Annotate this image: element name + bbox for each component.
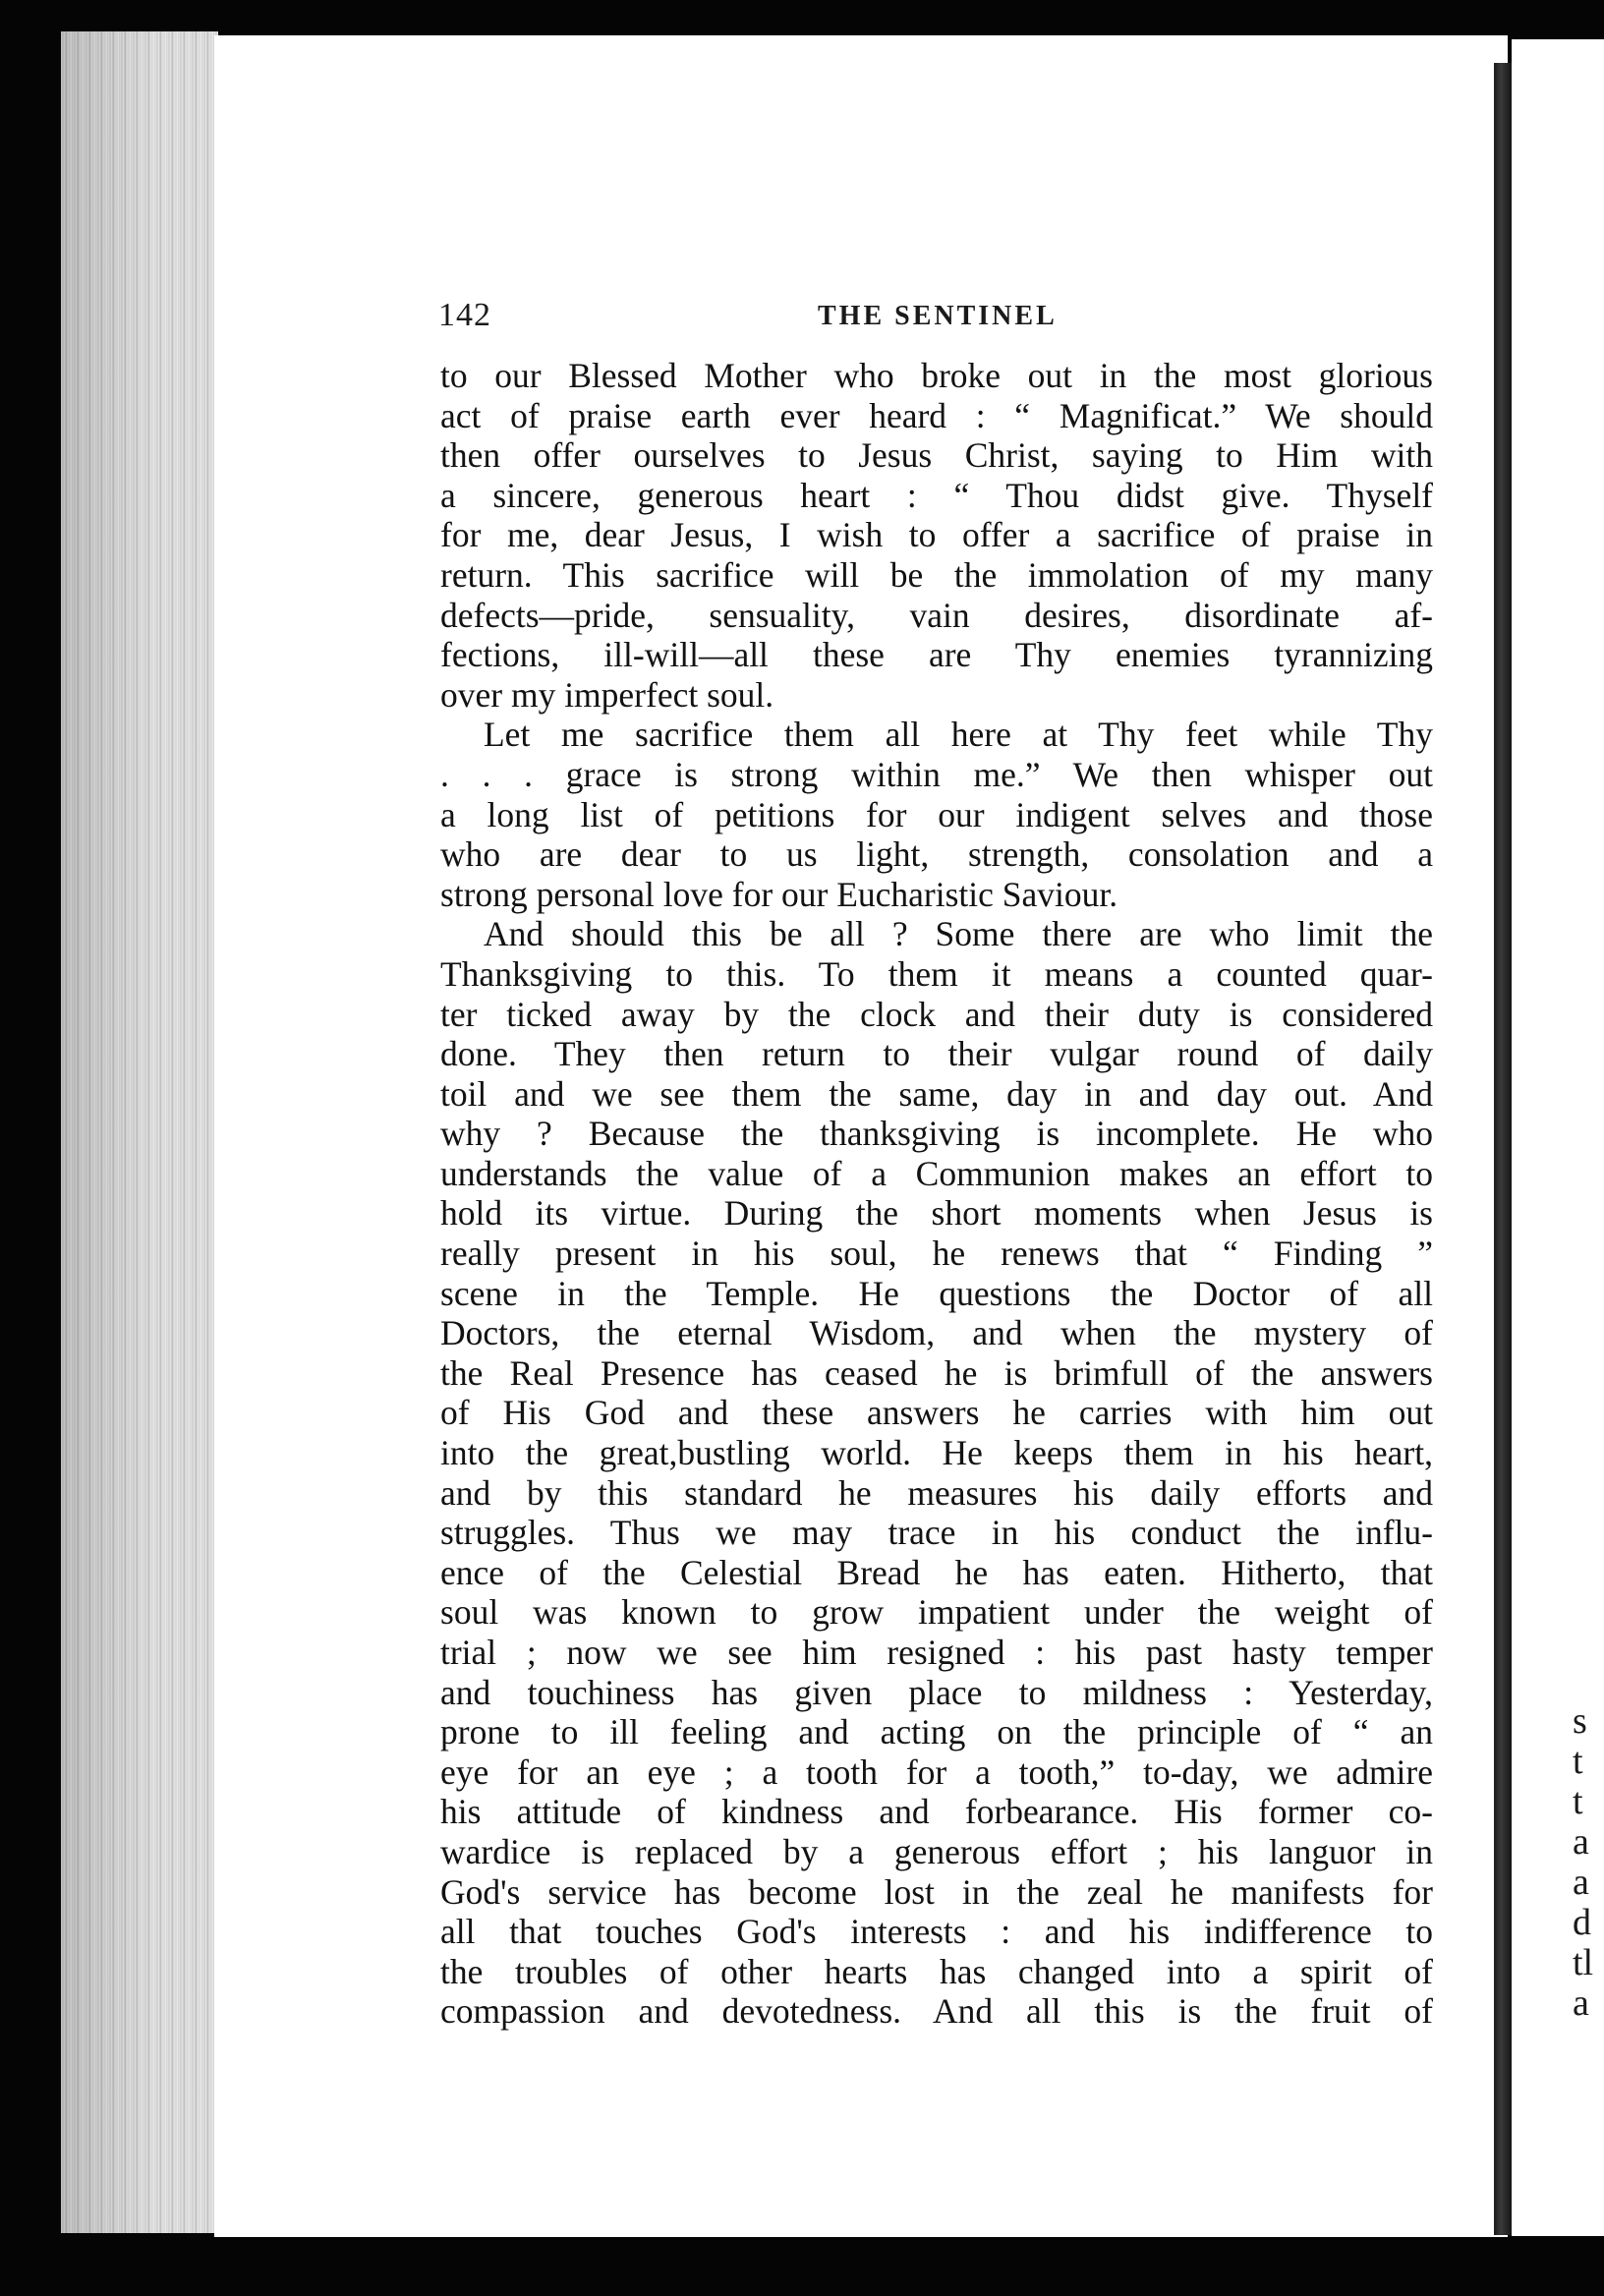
text-line: all that touches God's interests : and his indifference to [440, 1912, 1433, 1952]
text-line: God's service has become lost in the zeal he manifests for [440, 1871, 1433, 1912]
text-line: really present in his soul, he renews that “ Finding ” [440, 1234, 1433, 1274]
facing-page-fragment [1573, 1661, 1604, 1701]
text-line: into the great,bustling world. He keeps them in his heart, [440, 1433, 1433, 1473]
text-line: act of praise earth ever heard : “ Magnificat.” We should [440, 395, 1433, 435]
text-line: trial ; now we see him resigned : his past hasty temper [440, 1633, 1433, 1672]
text-line: fections, ill-will—all these are Thy enemies tyrannizing [440, 635, 1433, 675]
text-line: ter ticked away by the clock and their duty is considered [440, 994, 1433, 1034]
text-line: then offer ourselves to Jesus Christ, saying to Him with [440, 435, 1433, 476]
text-line: his attitude of kindness and forbearance. His former co- [440, 1792, 1433, 1832]
text-line: who are dear to us light, strength, consolation and a [440, 834, 1433, 875]
text-line: of His God and these answers he carries with him out [440, 1393, 1433, 1433]
text-line: prone to ill feeling and acting on the principle of “ an [440, 1712, 1433, 1752]
text-line: Thanksgiving to this. To them it means a counted quar- [440, 953, 1433, 994]
text-line: toil and we see them the same, day in and day out. And [440, 1073, 1433, 1114]
text-line: return. This sacrifice will be the immolation of my many [440, 554, 1433, 595]
text-line: why ? Because the thanksgiving is incomplete. He who [440, 1114, 1433, 1154]
text-line: a long list of petitions for our indigent selves and those [440, 794, 1433, 834]
gutter-shadow [61, 31, 218, 2233]
text-line: . . . grace is strong within me.” We then whisper out [440, 754, 1433, 794]
text-line: hold its virtue. During the short moments when Jesus is [440, 1193, 1433, 1234]
text-line: compassion and devotedness. And all this is the fruit of [440, 1991, 1433, 2032]
text-line: defects—pride, sensuality, vain desires, disordinate af- [440, 595, 1433, 635]
text-line: And should this be all ? Some there are who limit the [484, 914, 1433, 954]
facing-page-fragment: d [1573, 1902, 1591, 1943]
text-line: done. They then return to their vulgar round of daily [440, 1034, 1433, 1074]
text-line: a sincere, generous heart : “ Thou didst give. Thyself [440, 475, 1433, 515]
facing-page-fragment: a [1573, 1982, 1589, 2024]
text-line: ence of the Celestial Bread he has eaten. Hitherto, that [440, 1552, 1433, 1592]
text-line: Let me sacrifice them all here at Thy feet while Thy [484, 715, 1433, 755]
text-line: strong personal love for our Eucharistic Saviour. [440, 874, 1118, 914]
facing-page-fragment: a [1573, 1821, 1589, 1863]
facing-page-fragment: t [1573, 1741, 1583, 1782]
text-line: struggles. Thus we may trace in his conduct the influ- [440, 1513, 1433, 1553]
text-line: the troubles of other hearts has changed into a spirit of [440, 1951, 1433, 1991]
facing-page-fragment: a [1573, 1862, 1589, 1903]
page-number: 142 [438, 297, 491, 333]
facing-page-fragment: s [1573, 1700, 1587, 1742]
text-line: soul was known to grow impatient under the weight of [440, 1592, 1433, 1633]
text-line: eye for an eye ; a tooth for a tooth,” to-day, we admire [440, 1751, 1433, 1792]
book-spine [1494, 63, 1512, 2235]
text-line: wardice is replaced by a generous effort ; his languor in [440, 1831, 1433, 1871]
facing-page-letter-fragments [1573, 1661, 1604, 2024]
text-line: to our Blessed Mother who broke out in the most glorious [440, 356, 1433, 395]
running-head [438, 297, 1107, 338]
text-line: and by this standard he measures his daily efforts and [440, 1472, 1433, 1513]
text-line: and touchiness has given place to mildness : Yesterday, [440, 1672, 1433, 1712]
text-line: over my imperfect soul. [440, 674, 774, 715]
text-line: the Real Presence has ceased he is brimfull of the answers [440, 1352, 1433, 1393]
text-line: Doctors, the eternal Wisdom, and when the mystery of [440, 1313, 1433, 1353]
text-line: for me, dear Jesus, I wish to offer a sacrifice of praise in [440, 515, 1433, 555]
facing-page-fragment: tl [1573, 1942, 1594, 1983]
facing-page-fragment: t [1573, 1781, 1583, 1822]
text-line: scene in the Temple. He questions the Doctor of all [440, 1273, 1433, 1313]
text-line: understands the value of a Communion makes an effort to [440, 1153, 1433, 1193]
running-title: THE SENTINEL [818, 301, 1058, 331]
body-text [440, 356, 1433, 2032]
